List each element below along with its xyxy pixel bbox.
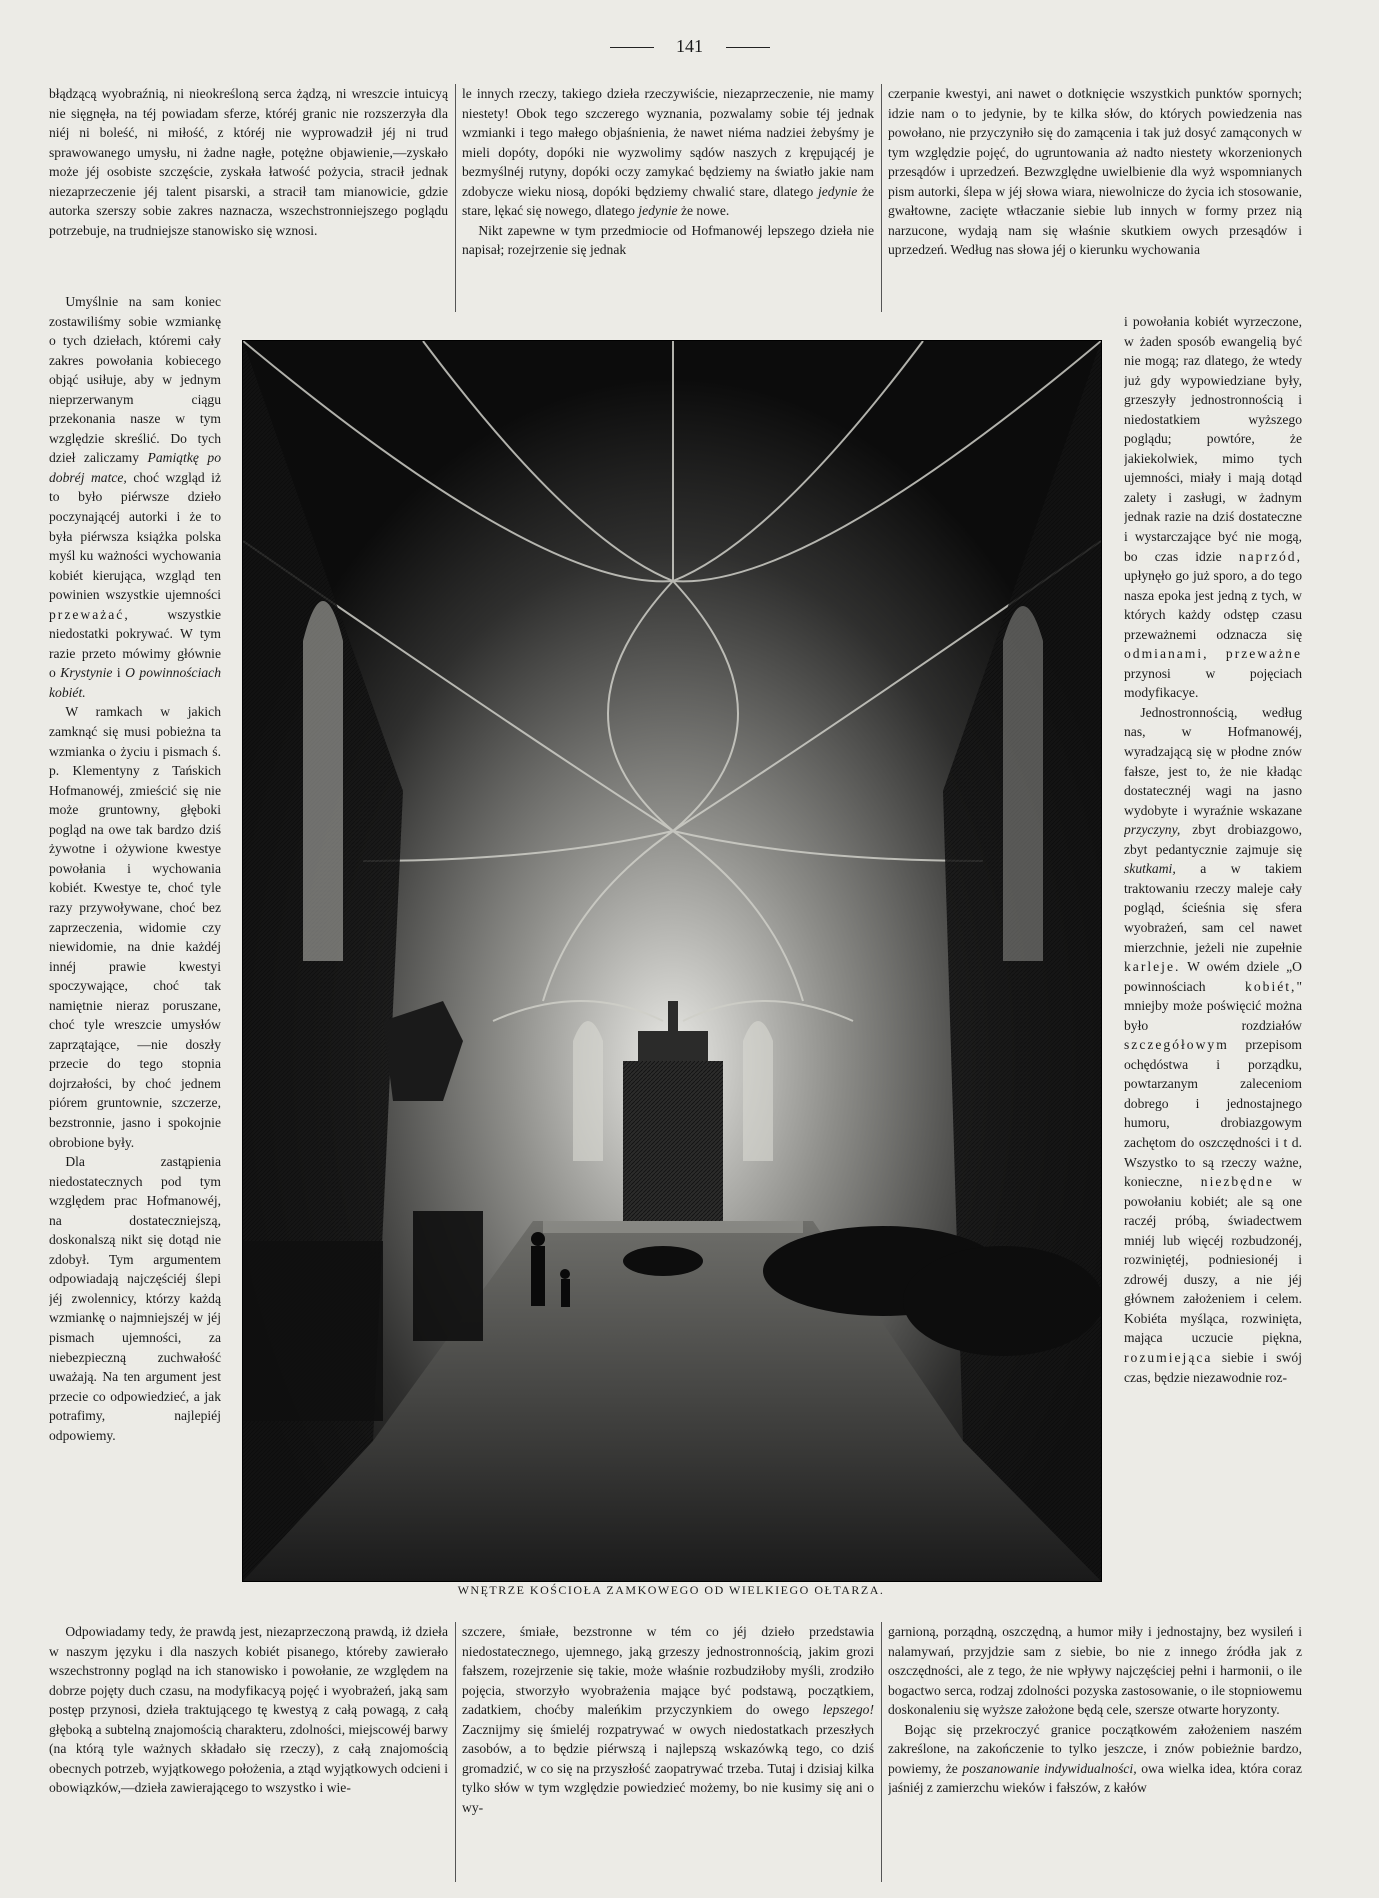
column-left-flow <box>49 292 221 1622</box>
column-bottom-right <box>888 1622 1302 1882</box>
text-run: Jednostronnością, według nas, w Hofmanowéj, wyradzającą się w płodne znów fałsze, jest to, że nie kładąc dostatecznéj wagi na jasno wydobyte i wyraźnie wskazane <box>1124 704 1302 818</box>
italic-run: jedynie <box>818 183 858 199</box>
italic-run: lepszego! <box>822 1702 874 1718</box>
text-run: że stare, lękać się nowego, dlatego <box>462 183 874 219</box>
text-run: owa wielka idea, która coraz jaśniéj z zamierzchu wieków i fałszów, z kałów <box>888 1760 1302 1796</box>
text-run: że nowe. <box>680 203 730 219</box>
page-number: 141 <box>676 36 703 56</box>
paragraph <box>462 84 874 221</box>
column-divider <box>455 84 456 312</box>
column-top-middle <box>462 84 874 312</box>
text-run: W owém dziele „O powinnościach <box>1124 959 1302 994</box>
column-top-right <box>888 84 1302 312</box>
text-run: przynosi w pojęciach modyfikacye. <box>1124 665 1302 701</box>
italic-run: skutkami, <box>1124 861 1176 877</box>
paragraph: błądzącą wyobraźnią, ni nieokreśloną serca żądzą, ni wreszcie intuicyą nie sięgnęła, na téj powiadam sferze, któréj granic nie rozszerzyła dla niéj ni boleść, ni miłość, z któréj nie wyprowadził jéj ni trud sprawowanego umysłu, ni żadne nagłe, potężne objawienie,—zyskało może jéj osobiste szczęście, zyskała łatwość pożycia, stracił jednak niezaprzeczenie jéj talent pisarski, a stracił tam mianowicie, gdzie autorka szerszy sobie zakres naznacza, wszechstronniejszego poglądu potrzebuje, na trudniejsze stanowisko się wznosi. <box>49 86 448 238</box>
header-rule-left <box>610 47 654 48</box>
text-run: choć wzgląd iż to było piérwsze dzieło poczynającéj autorki i że to była piérwsza książka polska myśl ku ważności wychowania kobiét kierująca, wzgląd ten powinien wszystkie ujemności <box>49 469 221 603</box>
text-run: szczere, śmiałe, bezstronne w tém co jéj dzieło przedstawia niedostatecznego, ujemnego, jaką grzeszy jednostronnością, jakim grozi fałszem, rozejrzenie się takie, może właśnie rozbudziłoby myśli, zrodziło pojęcia, stworzyło wyobrażenia mające być podstawą, początkiem, zadatkiem, choćby maleńkim przyczynkiem do owego <box>462 1624 874 1718</box>
italic-run: Krystynie <box>60 665 113 681</box>
column-divider <box>881 1622 882 1882</box>
spaced-run: niezbędne <box>1200 1174 1274 1190</box>
column-right-narrow <box>1124 312 1302 1622</box>
text-run: " mniejby może poświęcić można było rozdziałów <box>1124 978 1302 1033</box>
column-bottom-middle <box>462 1622 874 1882</box>
column-top-left <box>49 84 448 296</box>
column-divider <box>881 84 882 312</box>
spaced-run: rozumiejąca <box>1124 1349 1213 1365</box>
paragraph <box>462 1622 874 1817</box>
italic-run: O powinnościach kobiét. <box>49 665 221 700</box>
paragraph <box>49 292 221 702</box>
paragraph <box>1124 312 1302 703</box>
text-run: upłynęło go już sporo, a do tego nasza epoka jest jedną z tych, w których każdy odstęp czasu przeważnemi odznacza się <box>1124 568 1302 642</box>
column-bottom-left <box>49 1622 448 1882</box>
paragraph: Dla zastąpienia niedostatecznych pod tym względem prac Hofmanowéj, na dostateczniejszą, doskonalszą nikt się dotąd nie zdobył. Tym argumentem odpowiadają najczęściéj ślepi jéj zwolennicy, którzy każdą wzmiankę o najmniejszéj w jéj pismach ujemności, za niebezpieczną zuchwałość uważają. Na ten argument jest przecie co odpowiedzieć, a jak potrafimy, najlepiéj odpowiemy. <box>49 1154 221 1443</box>
text-run: Zacznijmy się śmieléj rozpatrywać w owych niedostatkach przeszłych zasobów, a to będzie piérwszą i najlepszą wskazówką tego, co dziś gromadzić, w co się na przyszłość zaopatrywać trzeba. Tutaj i dzisiaj kilka tylko słów w tym względzie powiedzieć możemy, bo nie kusimy się ani o wy- <box>462 1721 874 1815</box>
paragraph <box>888 1720 1302 1798</box>
text-run: a w takiem traktowaniu rzeczy maleje cały pogląd, ścieśnia się sfera wyobrażeń, sam cel nawet mierzchnie, jeżeli nie zupełnie <box>1124 861 1302 955</box>
figure-caption: WNĘTRZE KOŚCIOŁA ZAMKOWEGO OD WIELKIEGO OŁTARZA. <box>457 1583 885 1597</box>
italic-run: poszanowanie indywidualności, <box>962 1760 1137 1776</box>
text-run: wszystkie niedostatki pokrywać. W tym razie przeto mówimy głównie o <box>49 606 221 681</box>
spaced-run: szczegółowym <box>1124 1037 1229 1053</box>
paragraph: Odpowiadamy tedy, że prawdą jest, niezaprzeczoną prawdą, iż dzieła w naszym języku i dla naszych kobiét pisanego, któreby zawierało wszechstronny pogląd na ich stanowisko i powołanie, ze względem na dobrze pojęty duch czasu, na modyfikacyą pojęć i wyobrażeń, jaką sam postęp przynosi, dzieła traktującego tę kwestyą z całą powagą, z całą głęboką a subtelną znajomością charakteru, zdolności, miejscowéj barwy (na którą tyle ważnych składało się rzeczy), z całą znajomością obecnych potrzeb, wyjątkowego położenia, a ztąd wyjątkowych odcieni i obowiązków,—dzieła zawierającego to wszystko i wie- <box>49 1624 448 1796</box>
header-rule-right <box>726 47 770 48</box>
spaced-run: karleje. <box>1124 959 1181 975</box>
spaced-run: kobiét, <box>1245 978 1297 994</box>
text-run: zbyt drobiazgowo, zbyt pedantycznie zajmuje się <box>1124 822 1302 857</box>
spaced-run: przeważne <box>1225 646 1302 662</box>
spaced-run: naprzód, <box>1238 548 1302 564</box>
church-interior-engraving <box>242 340 1102 1582</box>
text-run: le innych rzeczy, takiego dzieła rzeczywiście, niezaprzeczenie, nie mamy niestety! Obok tego szczerego wyznania, pozwalamy sobie téj jednak wzmianki i tego małego objaśnienia, że nawet niéma nadziei żebyśmy je mieli dopóty, dopóki nie wyzwolimy sądów naszych z krępującéj je bezmyślnéj rutyny, dopóki oczy zamykać będziemy na światło jakie nam zdobycze wieku niosą, dopóki będziemy chwalić stare, dlatego <box>462 86 874 199</box>
text-run: siebie i swój czas, będzie niezawodnie roz- <box>1124 1349 1302 1385</box>
paragraph: Nikt zapewne w tym przedmiocie od Hofmanowéj lepszego dzieła nie napisał; rozejrzenie się jednak <box>462 222 874 258</box>
text-run: i powołania kobiét wyrzeczone, w żaden sposób ewangelią być nie mogą; raz dlatego, że wtedy już gdy wypowiedziane były, grzeszyły jednostronnością i niedostatkiem wyższego poglądu; powtóre, że jakiekolwiek, mimo tych ujemności, miały i mają dotąd zalety i zasługi, w żadnym jednak razie na dziś dostateczne i wystarczające być nie mogą, bo czas idzie <box>1124 314 1302 564</box>
column-divider <box>455 1622 456 1882</box>
church-interior-illustration <box>243 341 1101 1581</box>
paragraph: garnioną, porządną, oszczędną, a humor miły i jednostajny, bez wysileń i nalamywań, przyjdzie sam z siebie, bo nie z innego źródła jak z oszczędności, ale z tego, że nie wpływy najczęściej pełni i harmonii, o ile bogactwo serca, rodzaj zdolności pozyska zastosowanie, o ile stopniowemu doskonaleniu się wyższe założone będą cele, szersze otwarte horyzonty. <box>888 1624 1302 1718</box>
page-header <box>0 36 1379 57</box>
spaced-run: przeważać, <box>49 606 130 622</box>
italic-run: przyczyny, <box>1124 822 1181 838</box>
paragraph <box>1124 703 1302 1387</box>
text-run: Umyślnie na sam koniec zostawiliśmy sobie wzmiankę o tych dziełach, któremi cały zakres powołania kobiecego objąć usiłuje, aby w jednym nieprzerwanym ciągu przekonania nasze w tym względzie skreślić. Do tych dzieł zaliczamy <box>49 294 221 466</box>
text-run: i <box>116 665 121 681</box>
paragraph: W ramkach w jakich zamknąć się musi pobieżna ta wzmianka o życiu i pismach ś. p. Klementyny z Tańskich Hofmanowéj, zmieścić się nie może gruntowny, głęboki pogląd na owe tak bardzo dziś żywotne i ożywione kwestye powołania i wychowania kobiét. Kwestye te, choć tyle razy przywoływane, choć bez zaprzeczenia, widomie czy niewidomie, na dnie każdéj innéj prawie kwestyi spoczywające, choć tak namiętnie nieraz poruszane, choć tyle wreszcie umysłów zaprzątające, —nie doszły przecie do tego stopnia dojrzałości, by choć jednem piórem gruntownie, szczerze, bezstronnie, jasno i spokojnie obrobione były. <box>49 704 221 1150</box>
italic-run: jedynie <box>638 203 678 219</box>
italic-run: Pamiątkę po dobréj matce, <box>49 450 221 485</box>
text-run: w powołaniu kobiét; ale są one raczéj próbą, świadectwem mniéj lub więcéj rozbudzonéj, rozwiniętéj, podniesionéj i zdrowéj duszy, a nie jéj głównem założeniem i celem. Kobiéta myśląca, rozwinięta, mająca uczucie piękna, <box>1124 1174 1302 1346</box>
spaced-run: odmianami, <box>1124 646 1209 662</box>
text-run: Bojąc się przekroczyć granice początkowém założeniem naszém zakreślone, na zakończenie to tylko jeszcze, i znów pobieżnie bardzo, powiemy, że <box>888 1721 1302 1776</box>
paragraph: czerpanie kwestyi, ani nawet o dotknięcie wszystkich punktów spornych; idzie nam o to jedynie, by te kilka słów, do których powiedzenia nas powołano, nie przyczyniło się do zamącenia i tak już dosyć zamąconych w tym względzie pojęć, do ugruntowania aż nadto niestety wkorzenionych przesądów i uprzedzeń. Bezwzględne uwielbienie dla wyż wspomnianych pism autorki, ślepa w jéj słowa wiara, niewolnicze do życia ich stosowanie, gwałtowne, zacięte wtłaczanie siebie lub innych w formy przez nią narzucone, wydają nam się właśnie skutkiem owych przesądów i uprzedzeń. Według nas słowa jéj o kierunku wychowania <box>888 86 1302 258</box>
text-run: przepisom ochędóstwa i porządku, powtarzanym zaleceniom dobrego i jednostajnego humoru, drobiazgowym zachętom do oszczędności i t d. Wszystko to są rzeczy ważne, konieczne, <box>1124 1037 1302 1190</box>
